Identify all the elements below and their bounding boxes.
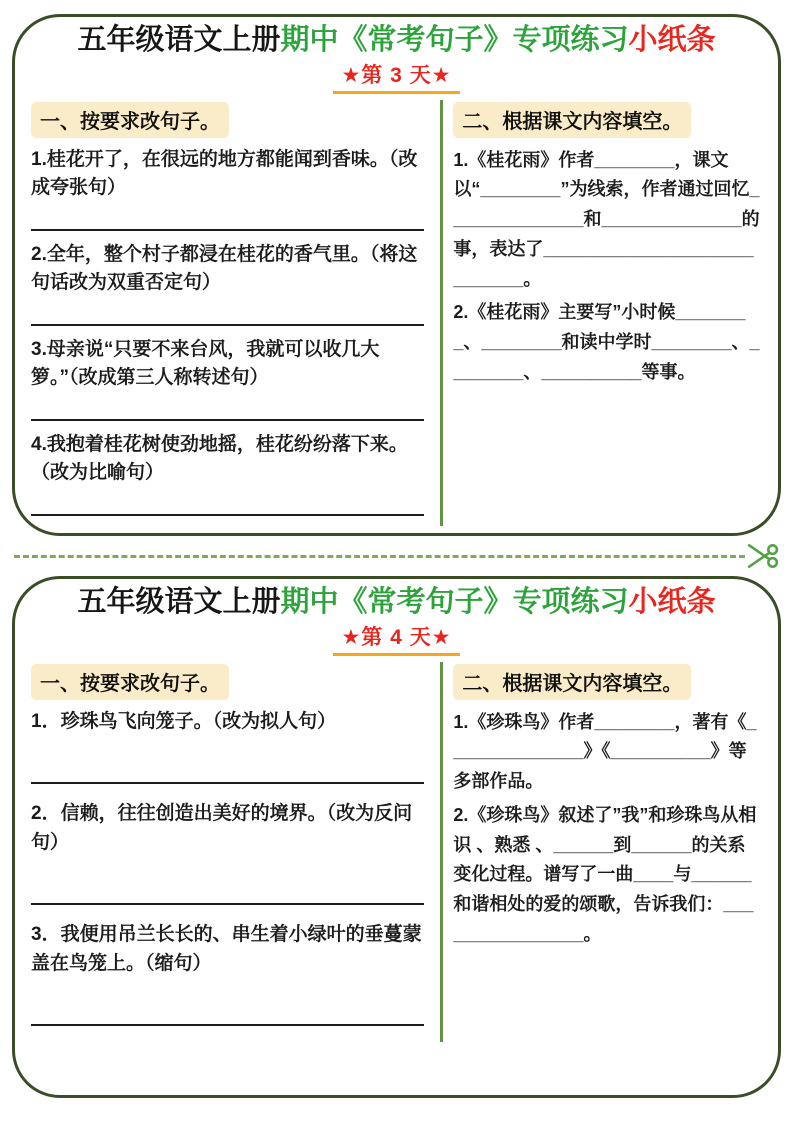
fill-blank-paragraph: 1.《桂花雨》作者________，课文以“________”为线索，作者通过回忆______________和______________的事，表达了____________________________。 [453, 149, 760, 289]
answer-line [31, 395, 424, 421]
cut-divider [14, 538, 779, 574]
section-fill-blanks [440, 100, 762, 526]
title-part-topic: 期中《常考句子》专项练习 [280, 24, 629, 56]
answer-line [31, 738, 424, 784]
section-header: 二、根据课文内容填空。 [453, 102, 691, 138]
scissors-icon [747, 541, 779, 571]
fill-blank-paragraph: 2.《桂花雨》主要写”小时候________、________和读中学时________、________、__________等事。 [453, 302, 760, 382]
worksheet-card-day3 [12, 14, 781, 536]
fill-blank-paragraph: 2.《珍珠鸟》叙述了”我”和珍珠鸟从相识 、熟悉 、______到______的关系变化过程。谱写了一曲____与______和谐相处的爱的颂歌，告诉我们：________________。 [453, 804, 757, 944]
answer-line [31, 980, 424, 1026]
page-title [31, 585, 762, 620]
worksheet-columns [31, 100, 762, 526]
question: 3．我便用吊兰长长的、串生着小绿叶的垂蔓蒙盖在鸟笼上。（缩句） [31, 924, 422, 974]
answer-line [31, 859, 424, 905]
title-part-grade: 五年级语文上册 [77, 586, 281, 618]
question: 2.全年，整个村子都浸在桂花的香气里。（将这句话改为双重否定句） [31, 243, 418, 294]
fill-blank-paragraph: 1.《珍珠鸟》作者________，著有《______________》《__________》等多部作品。 [453, 711, 757, 792]
worksheet-card-day4 [12, 576, 781, 1098]
section-rewrite-sentences [31, 662, 440, 1043]
answer-line [31, 490, 424, 516]
day-badge-wrap [31, 621, 762, 656]
section-fill-blanks [440, 662, 762, 1043]
section-header: 一、按要求改句子。 [31, 664, 229, 700]
day-badge-wrap [31, 59, 762, 94]
question: 3.母亲说“只要不来台风，我就可以收几大箩。”（改成第三人称转述句） [31, 338, 380, 389]
section-header: 二、根据课文内容填空。 [453, 664, 691, 700]
day-badge: ★第 4 天★ [333, 621, 459, 656]
day-badge: ★第 3 天★ [333, 59, 459, 94]
title-part-grade: 五年级语文上册 [77, 24, 281, 56]
title-part-topic: 期中《常考句子》专项练习 [280, 586, 629, 618]
section-header: 一、按要求改句子。 [31, 102, 229, 138]
answer-line [31, 300, 424, 326]
page-title [31, 23, 762, 58]
title-part-slip: 小纸条 [628, 586, 716, 618]
question: 4.我抱着桂花树使劲地摇，桂花纷纷落下来。（改为比喻句） [31, 433, 408, 484]
question: 1.桂花开了，在很远的地方都能闻到香味。（改成夸张句） [31, 148, 418, 199]
question: 1．珍珠鸟飞向笼子。（改为拟人句） [31, 710, 337, 732]
question: 2．信赖，往往创造出美好的境界。（改为反问句） [31, 803, 413, 853]
answer-line [31, 205, 424, 231]
cut-dashed-line [14, 555, 745, 558]
worksheet-columns [31, 662, 762, 1043]
section-rewrite-sentences [31, 100, 440, 526]
title-part-slip: 小纸条 [628, 24, 716, 56]
